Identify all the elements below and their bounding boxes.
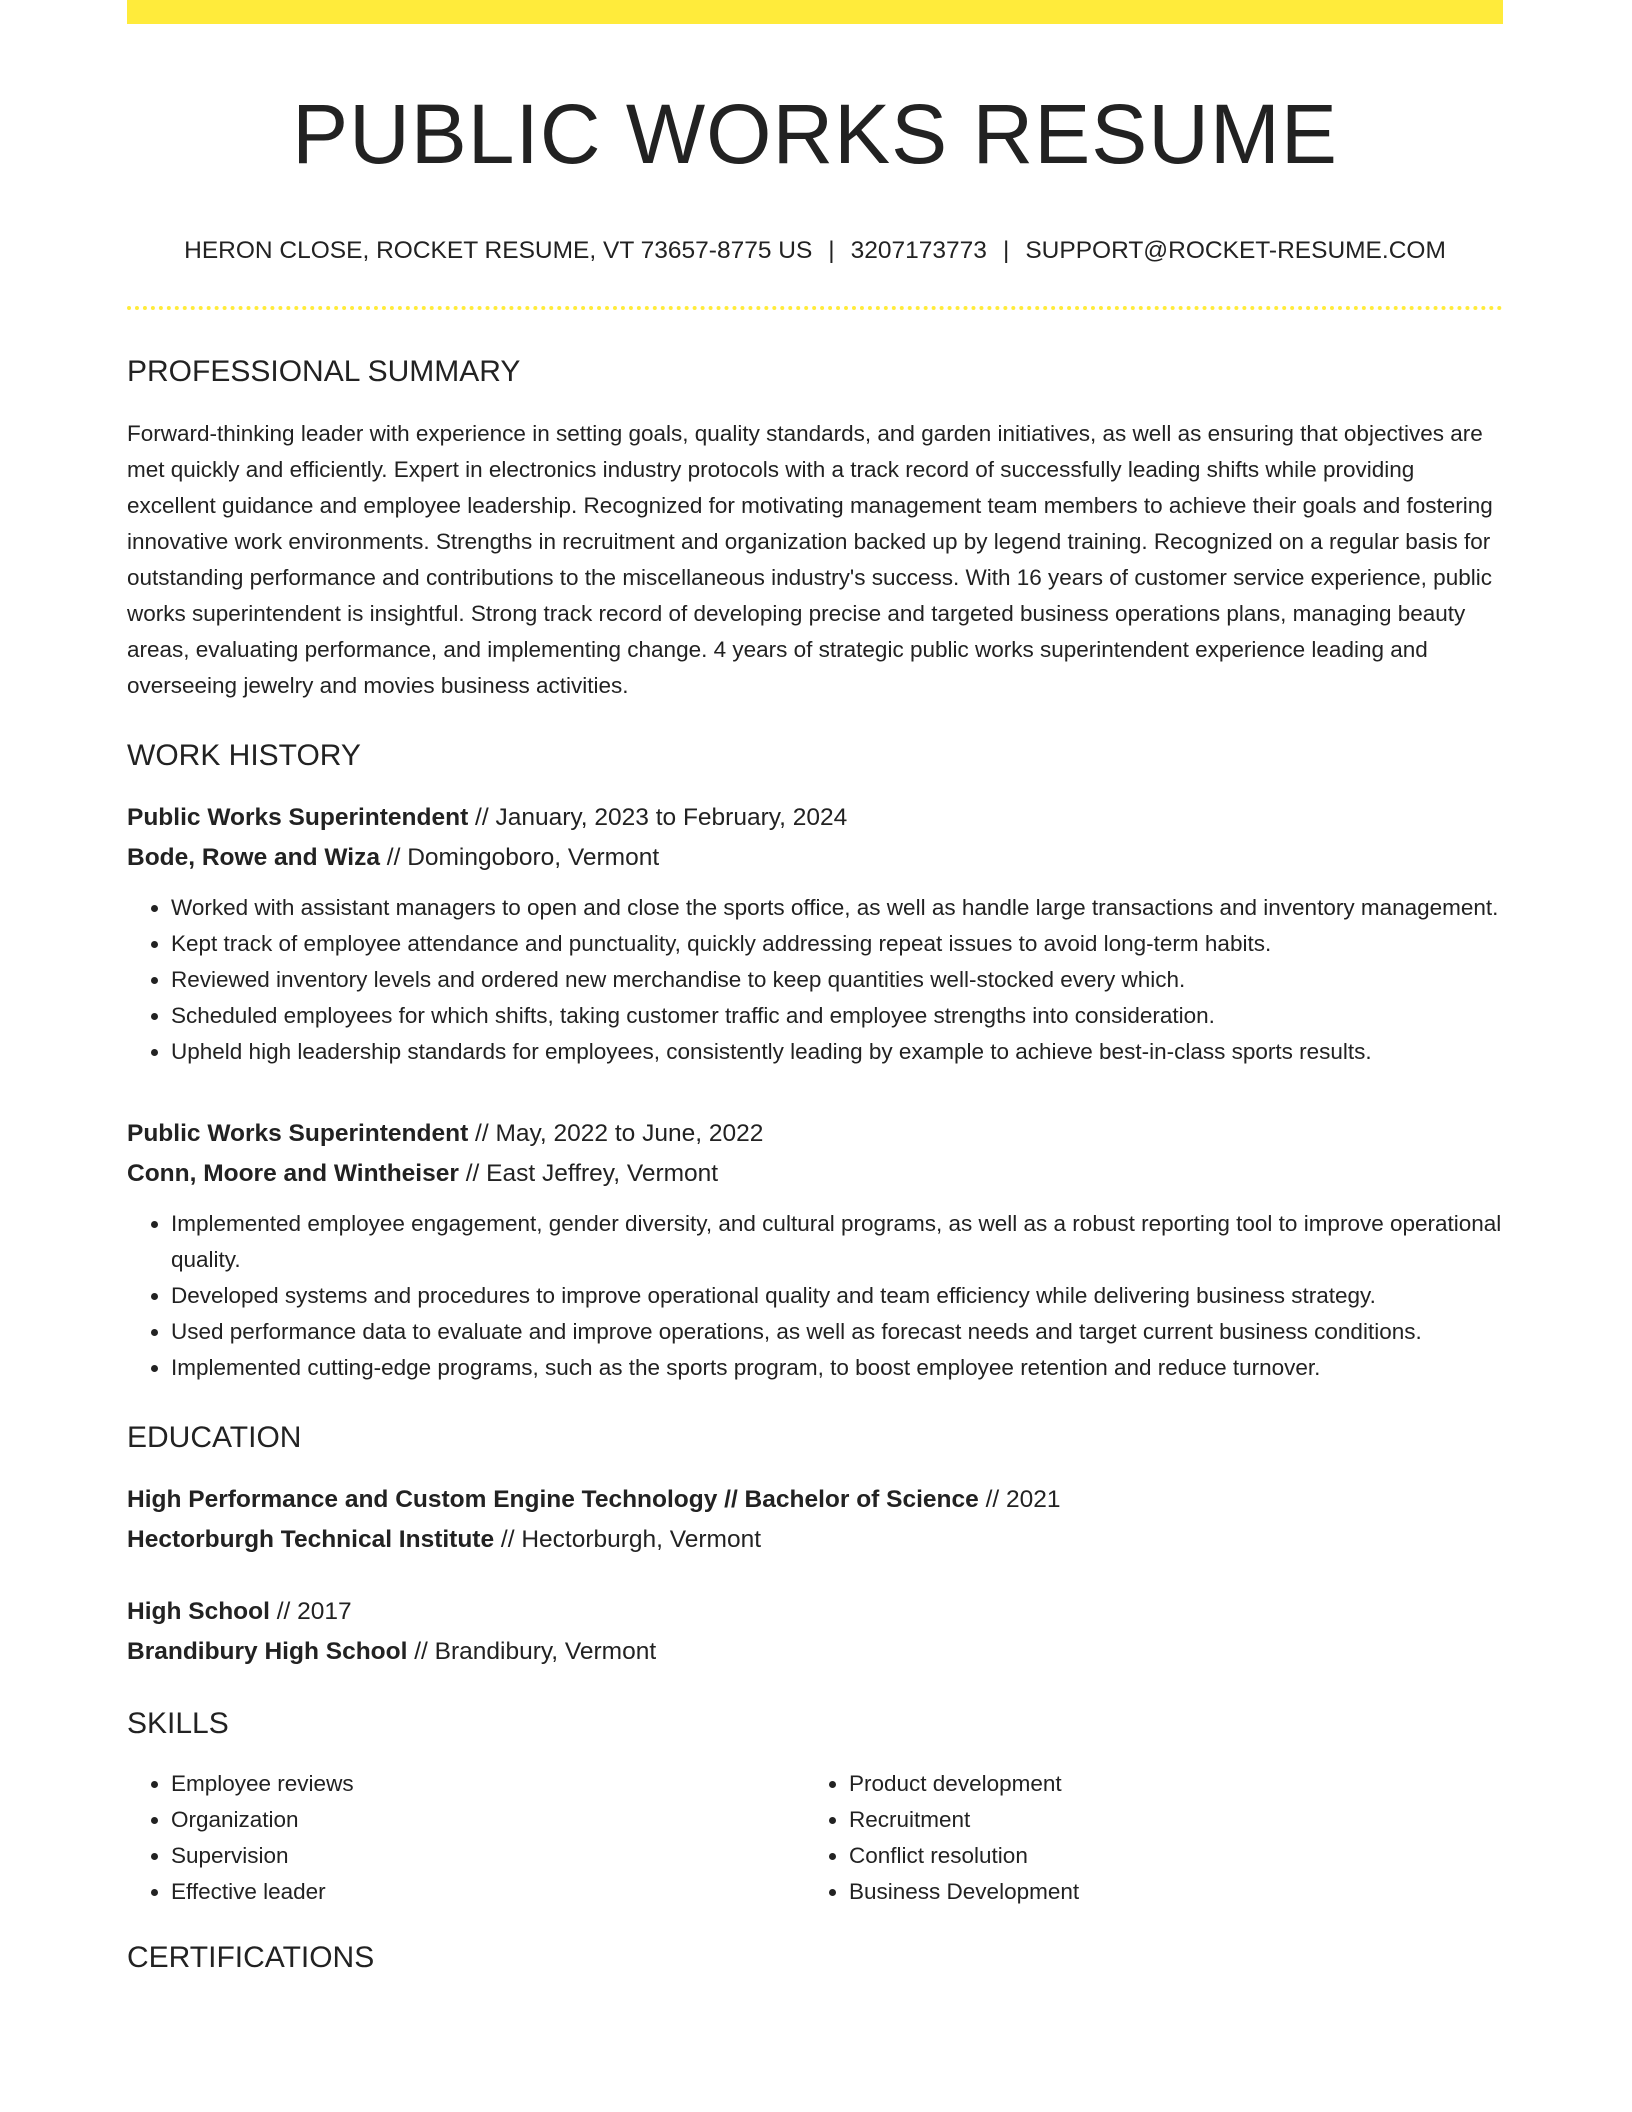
- accent-top-bar: [127, 0, 1503, 24]
- list-item: • Organization: [171, 1802, 805, 1838]
- job-entry: [127, 798, 1503, 1070]
- job-location: // Domingoboro, Vermont: [379, 843, 660, 871]
- education-degree-line: [127, 1480, 1503, 1520]
- job-location: // East Jeffrey, Vermont: [458, 1159, 719, 1187]
- education-entry: [127, 1480, 1503, 1560]
- list-item: • Employee reviews: [171, 1766, 805, 1802]
- skills-heading: SKILLS: [127, 1706, 229, 1740]
- education-degree-line: [127, 1592, 1503, 1632]
- job-title-line: [127, 798, 1503, 838]
- job-company: Bode, Rowe and Wiza: [127, 843, 380, 871]
- resume-page: [127, 0, 1503, 1976]
- education-school: Brandibury High School: [127, 1637, 408, 1665]
- job-company: Conn, Moore and Wintheiser: [127, 1159, 459, 1187]
- education-entry: [127, 1592, 1503, 1672]
- contact-address: HERON CLOSE, ROCKET RESUME, VT 73657-8775 US: [184, 237, 813, 265]
- skills-list-right: [805, 1766, 1469, 1910]
- list-item: • Supervision: [171, 1838, 805, 1874]
- job-company-line: [127, 1154, 1503, 1194]
- job-bullets: [127, 1206, 1503, 1386]
- contact-separator: |: [1002, 237, 1010, 265]
- education-degree: High School: [127, 1597, 270, 1625]
- job-bullets: [127, 890, 1503, 1070]
- education-year: // 2021: [978, 1485, 1061, 1513]
- list-item: • Worked with assistant managers to open and close the sports office, as well as handle large transactions and inventory management.: [171, 890, 1503, 926]
- skills-columns: [127, 1766, 1503, 1910]
- skills-list-left: [127, 1766, 805, 1910]
- job-company-line: [127, 838, 1503, 878]
- list-item: • Conflict resolution: [849, 1838, 1469, 1874]
- list-item: • Product development: [849, 1766, 1469, 1802]
- list-item: • Reviewed inventory levels and ordered new merchandise to keep quantities well-stocked every which.: [171, 962, 1503, 998]
- certifications-heading: CERTIFICATIONS: [127, 1940, 375, 1974]
- job-title: Public Works Superintendent: [127, 1119, 469, 1147]
- dotted-divider: [127, 306, 1503, 310]
- job-dates: // May, 2022 to June, 2022: [468, 1119, 764, 1147]
- contact-separator: |: [828, 237, 835, 265]
- work-history-heading: WORK HISTORY: [127, 738, 361, 772]
- contact-line: [127, 236, 1503, 265]
- education-degree: High Performance and Custom Engine Technology // Bachelor of Science: [127, 1485, 979, 1513]
- education-year: // 2017: [269, 1597, 352, 1625]
- summary-heading: PROFESSIONAL SUMMARY: [127, 354, 521, 388]
- list-item: • Implemented employee engagement, gender diversity, and cultural programs, as well as a robust reporting tool to improve operational quality.: [171, 1206, 1503, 1278]
- job-dates: // January, 2023 to February, 2024: [468, 803, 848, 831]
- list-item: • Effective leader: [171, 1874, 805, 1910]
- list-item: • Recruitment: [849, 1802, 1469, 1838]
- list-item: • Kept track of employee attendance and punctuality, quickly addressing repeat issues to avoid long-term habits.: [171, 926, 1503, 962]
- summary-text: Forward-thinking leader with experience in setting goals, quality standards, and garden initiatives, as well as ensuring that objectives are met quickly and efficiently. Expert in electronics industry protocols with a track record of successfully leading shifts while providing excellent guidance and employee leadership. Recognized for motivating management team members to achieve their goals and fostering innovative work environments. Strengths in recruitment and organization backed up by legend training. Recognized on a regular basis for outstanding performance and contributions to the miscellaneous industry's success. With 16 years of customer service experience, public works superintendent is insightful. Strong track record of developing precise and targeted business operations plans, managing beauty areas, evaluating performance, and implementing change. 4 years of strategic public works superintendent experience leading and overseeing jewelry and movies business activities.: [127, 420, 1493, 698]
- education-location: // Hectorburgh, Vermont: [494, 1525, 761, 1553]
- list-item: • Developed systems and procedures to improve operational quality and team efficiency while delivering business strategy.: [171, 1278, 1503, 1314]
- list-item: • Implemented cutting-edge programs, such as the sports program, to boost employee retention and reduce turnover.: [171, 1350, 1503, 1386]
- resume-title: PUBLIC WORKS RESUME: [292, 87, 1338, 181]
- job-title: Public Works Superintendent: [127, 803, 469, 831]
- education-school-line: [127, 1520, 1503, 1560]
- education-school-line: [127, 1632, 1503, 1672]
- list-item: • Business Development: [849, 1874, 1469, 1910]
- list-item: • Upheld high leadership standards for employees, consistently leading by example to achieve best-in-class sports results.: [171, 1034, 1503, 1070]
- contact-phone: 3207173773: [850, 237, 987, 265]
- education-location: // Brandibury, Vermont: [407, 1637, 657, 1665]
- education-school: Hectorburgh Technical Institute: [127, 1525, 495, 1553]
- list-item: • Scheduled employees for which shifts, taking customer traffic and employee strengths into consideration.: [171, 998, 1503, 1034]
- job-entry: [127, 1114, 1503, 1386]
- education-heading: EDUCATION: [127, 1420, 302, 1454]
- job-title-line: [127, 1114, 1503, 1154]
- contact-email: SUPPORT@ROCKET-RESUME.COM: [1025, 237, 1446, 265]
- list-item: • Used performance data to evaluate and improve operations, as well as forecast needs and target current business conditions.: [171, 1314, 1503, 1350]
